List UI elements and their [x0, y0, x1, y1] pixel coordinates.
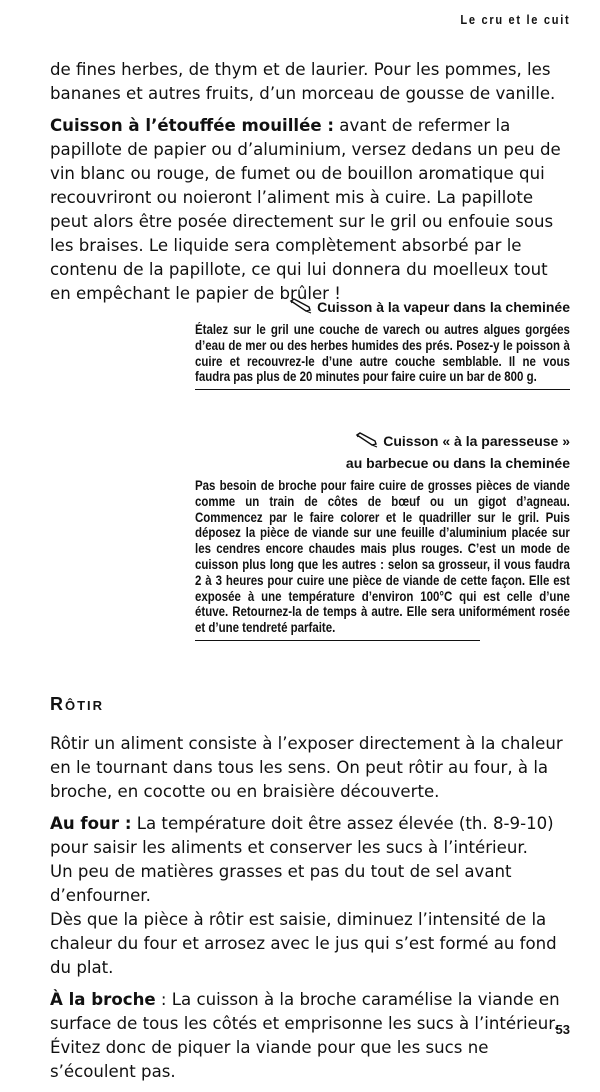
page-number: 53	[555, 1022, 570, 1037]
tip-paresseuse-title-row	[195, 430, 570, 474]
tip-vapeur-title: Cuisson à la vapeur dans la cheminée	[317, 299, 570, 315]
tip-paresseuse-body: Pas besoin de broche pour faire cuire de grosses pièces de viande comme un train de côtes de bœuf ou un gigot d’agneau. Commencez par le faire colorer et le quadriller sur le gril. Puis déposez la pièce de viande sur une feuille d’aluminium placée sur les cendres encore chaudes mais plus rouges. C’est un mode de cuisson plus long que les autres : selon sa grosseur, il vous faudra 2 à 3 heures pour cuire une pièce de viande de cette façon. Elle est exposée à une température d’environ 100°C qui est celle d’une étuve. Retournez-la de temps à autre. Elle sera uniformément rosée et d’une tendreté parfaite.	[195, 478, 570, 636]
main-text-bottom	[50, 732, 570, 1092]
au-four-line2: Un peu de matières grasses et pas du tout de sel avant d’enfourner.	[50, 862, 512, 905]
pencil-icon	[289, 298, 313, 314]
section-rest: ÔTIR	[65, 698, 105, 713]
broche-paragraph	[50, 988, 570, 1084]
au-four-lead: Au four :	[50, 814, 132, 833]
section-initial: R	[50, 694, 65, 714]
section-heading-rotir	[50, 694, 104, 715]
broche-lead: À la broche	[50, 990, 156, 1009]
tip-vapeur-title-row	[195, 296, 570, 318]
tip-paresseuse-title-2: au barbecue ou dans la cheminée	[345, 455, 570, 471]
tip-box-paresseuse	[195, 430, 570, 641]
tip-vapeur-rule	[195, 389, 570, 390]
au-four-text: La température doit être assez élevée (th. 8-9-10) pour saisir les aliments et conserver les sucs à l’intérieur.	[50, 814, 554, 857]
tip-paresseuse-rule	[195, 640, 480, 641]
au-four-line3: Dès que la pièce à rôtir est saisie, diminuez l’intensité de la chaleur du four et arrosez avec le jus qui s’est formé au fond du plat.	[50, 910, 557, 977]
main-text-top	[50, 58, 570, 314]
tip-box-vapeur	[195, 296, 570, 390]
au-four-paragraph	[50, 812, 570, 980]
etouffee-lead: Cuisson à l’étouffée mouillée :	[50, 116, 335, 135]
rotir-intro: Rôtir un aliment consiste à l’exposer directement à la chaleur en le tournant dans tous les sens. On peut rôtir au four, à la broche, en cocotte ou en braisière découverte.	[50, 734, 563, 801]
tip-paresseuse-title-1: Cuisson « à la paresseuse »	[383, 433, 570, 449]
intro-continuation: de fines herbes, de thym et de laurier. Pour les pommes, les bananes et autres fruits, d’un morceau de gousse de vanille.	[50, 60, 556, 103]
etouffee-paragraph	[50, 114, 570, 306]
pencil-icon	[355, 432, 379, 448]
broche-text: : La cuisson à la broche caramélise la viande en surface de tous les côtés et emprisonne les sucs à l’intérieur. Évitez donc de piquer la viande pour que les sucs ne s’écoulent pas.	[50, 990, 560, 1081]
etouffee-text: avant de refermer la papillote de papier ou d’aluminium, versez dedans un peu de vin blanc ou rouge, de fumet ou de bouillon aromatique qui recouvriront ou noieront l’aliment mis à cuire. La papillote peut alors être posée directement sur le gril ou enfouie sous les braises. Le liquide sera complètement absorbé par le contenu de la papillote, ce qui lui donnera du moelleux tout en empêchant le papier de brûler !	[50, 116, 561, 303]
tip-vapeur-body: Étalez sur le gril une couche de varech ou autres algues gorgées d’eau de mer ou des herbes humides des prés. Posez-y le poisson à cuire et recouvrez-le d’une autre couche semblable. Il ne vous faudra pas plus de 20 minutes pour faire cuire un bar de 800 g.	[195, 322, 570, 385]
running-title: Le cru et le cuit	[460, 12, 570, 27]
